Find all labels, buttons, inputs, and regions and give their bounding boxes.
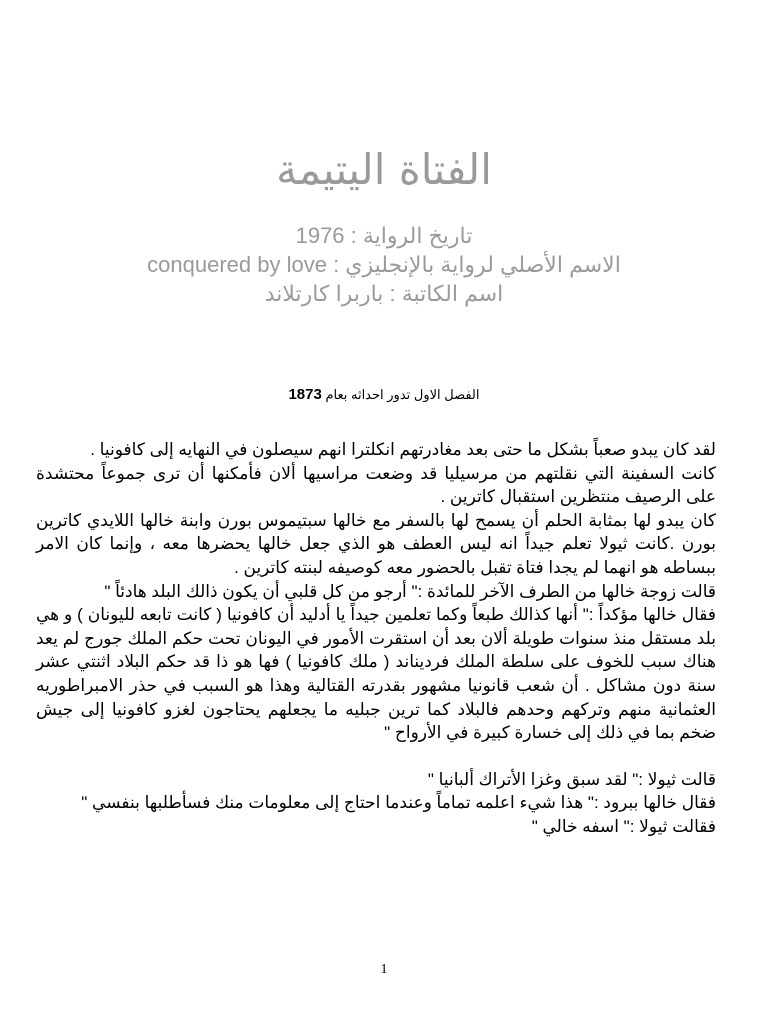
page-number: 1	[380, 962, 388, 977]
paragraph: فقال خالها ببرود :" هذا شيء اعلمه تماماً وعندما احتاج إلى معلومات منك فسأطلبها بنفسي "	[81, 793, 716, 813]
chapter-year: 1873	[288, 386, 322, 403]
paragraph: لقد كان يبدو صعباً بشكل ما حتى بعد مغادرتهم انكلترا انهم سيصلون في النهايه إلى كافونيا .	[90, 440, 716, 459]
chapter-heading	[0, 383, 768, 407]
author-line: اسم الكاتبة : باربرا كارتلاند	[264, 281, 504, 306]
novel-date-line: تاريخ الرواية : 1976	[295, 223, 473, 248]
paragraph: قالت زوجة خالها من الطرف الآخر للمائدة :" أرجو من كل قلبي أن يكون ذالك البلد هادئاً "	[104, 581, 716, 601]
book-metadata	[0, 221, 768, 308]
chapter-label: الفصل الاول تدور احداثه بعام	[325, 387, 480, 402]
paragraph: كانت السفينة التي نقلتهم من مرسيليا قد وضعت مراسيها ألان فأمكنها أن ترى جموعاً محتشدة على الرصيف منتظرين استقبال كاترين .	[36, 463, 716, 507]
chapter-body	[36, 438, 716, 839]
paragraph: فقال خالها مؤكداً :" أنها كذالك طبعاً وكما تعلمين جيداً يا أدليد أن كافونيا ( كانت تابعه لليونان ) و هي بلد مستقل منذ سنوات طويلة ألان بعد أن استقرت الأمور في اليونان تحت حكم الملك جورج لم يعد هناك سبب للخوف على سلطة الملك فرديناند ( ملك كافونيا ) فها هو ذا قد حكم البلاد اثنتي عشر سنة دون مشاكل . أن شعب قانونيا مشهور بقدرته القتالية وهذا هو السبب في حذر الامبراطوريه العثمانية منهم وتركهم وحدهم فالبلاد كما ترين جبليه ما يجعلهم يحتاجون لغزو كافونيا إلى جيش ضخم بما في ذلك إلى خسارة كبيرة في الأرواح "	[36, 605, 716, 743]
paragraph: كان يبدو لها بمثابة الحلم أن يسمح لها بالسفر مع خالها سبتيموس بورن وابنة خالها اللايدي كاترين بورن .كانت ثيولا تعلم جيداً انه ليس العطف هو الذي جعل خالها يحضرها معه ، وإنما كان الامر ببساطه هو انهما لم يجدا فتاة تقبل بالحضور معه كوصيفه لبنته كاترين .	[36, 510, 716, 577]
paragraph-spacer	[36, 745, 716, 768]
paragraph: فقالت ثيولا :" اسفه خالي "	[531, 816, 716, 836]
paragraph: قالت ثيولا :" لقد سبق وغزا الأتراك ألبانيا "	[427, 769, 716, 789]
book-title: الفتاة اليتيمة	[276, 145, 492, 194]
original-title-line: الاسم الأصلي لرواية بالإنجليزي : conquered by love	[147, 252, 621, 277]
